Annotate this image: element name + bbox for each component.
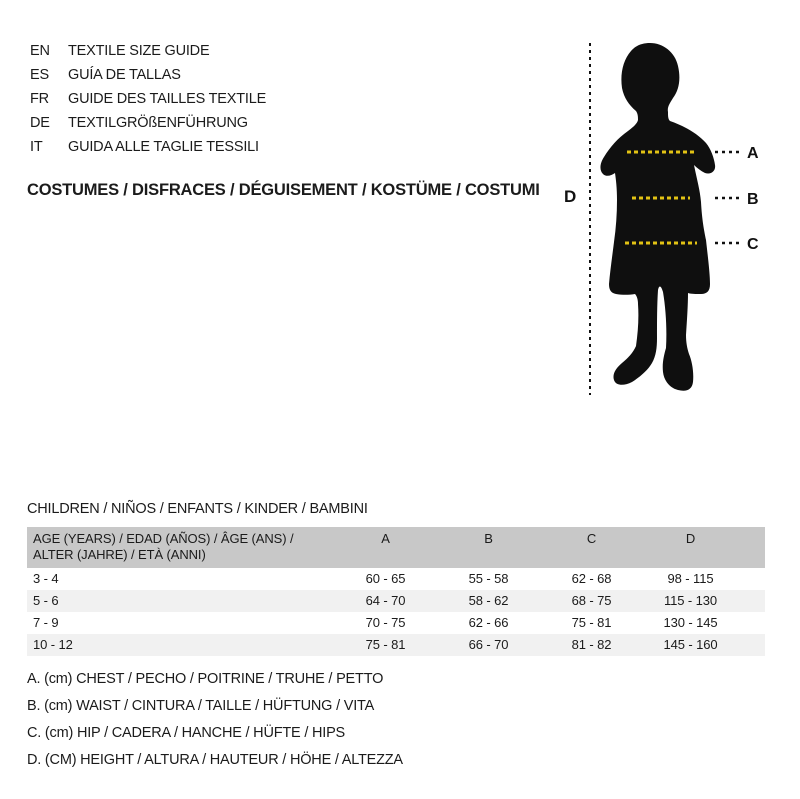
- measure-legend: [27, 666, 403, 774]
- table-row: [27, 612, 765, 634]
- chest-cell: 64 - 70: [365, 593, 406, 608]
- table-row: [27, 568, 765, 590]
- table-row: [27, 590, 765, 612]
- hip-cell: 81 - 82: [571, 637, 612, 652]
- height-cell: 98 - 115: [667, 571, 714, 586]
- waist-cell: 62 - 66: [468, 615, 509, 630]
- language-row: [30, 63, 266, 87]
- table-header-row: [27, 527, 765, 568]
- legend-item-hip: C. (cm) HIP / CADERA / HANCHE / HÜFTE / HIPS: [27, 725, 346, 741]
- size-table: [27, 527, 765, 656]
- column-header-b: B: [484, 531, 493, 546]
- label-c: C: [747, 236, 759, 253]
- language-title: TEXTILGRÖßENFÜHRUNG: [68, 115, 248, 131]
- language-title: GUÍA DE TALLAS: [68, 67, 181, 83]
- section-heading: CHILDREN / NIÑOS / ENFANTS / KINDER / BAMBINI: [27, 501, 368, 517]
- label-b: B: [747, 191, 759, 208]
- language-title-list: [30, 39, 266, 159]
- column-header-c: C: [586, 531, 597, 546]
- language-title: TEXTILE SIZE GUIDE: [68, 43, 210, 59]
- label-a: A: [747, 145, 759, 162]
- age-cell: 5 - 6: [33, 593, 59, 608]
- language-title: GUIDA ALLE TAGLIE TESSILI: [68, 139, 259, 155]
- language-code: EN: [30, 43, 50, 59]
- language-code: DE: [30, 115, 50, 131]
- language-code: ES: [30, 67, 49, 83]
- language-code: FR: [30, 91, 49, 107]
- waist-cell: 58 - 62: [468, 593, 509, 608]
- age-header-line2: ALTER (JAHRE) / ETÀ (ANNI): [33, 547, 206, 562]
- waist-cell: 55 - 58: [468, 571, 509, 586]
- age-cell: 7 - 9: [33, 615, 59, 630]
- chest-cell: 75 - 81: [365, 637, 406, 652]
- hip-cell: 62 - 68: [571, 571, 612, 586]
- category-heading: COSTUMES / DISFRACES / DÉGUISEMENT / KOSTÜME / COSTUMI: [27, 181, 540, 199]
- legend-item-height: D. (CM) HEIGHT / ALTURA / HAUTEUR / HÖHE / ALTEZZA: [27, 752, 403, 768]
- language-row: [30, 39, 266, 63]
- waist-cell: 66 - 70: [468, 637, 509, 652]
- language-code: IT: [30, 139, 43, 155]
- hip-cell: 68 - 75: [571, 593, 612, 608]
- column-header-a: A: [381, 531, 390, 546]
- table-body: [27, 568, 765, 656]
- chest-cell: 70 - 75: [365, 615, 406, 630]
- child-measurement-figure: [560, 30, 800, 402]
- legend-item-waist: B. (cm) WAIST / CINTURA / TAILLE / HÜFTUNG / VITA: [27, 698, 375, 714]
- label-d: D: [564, 187, 577, 206]
- age-header-line1: AGE (YEARS) / EDAD (AÑOS) / ÂGE (ANS) /: [33, 531, 294, 546]
- chest-cell: 60 - 65: [365, 571, 406, 586]
- table-row: [27, 634, 765, 656]
- child-silhouette: [600, 43, 715, 391]
- language-row: [30, 111, 266, 135]
- height-cell: 130 - 145: [663, 615, 718, 630]
- height-cell: 145 - 160: [663, 637, 718, 652]
- language-title: GUIDE DES TAILLES TEXTILE: [68, 91, 267, 107]
- column-header-d: D: [685, 531, 696, 546]
- age-column-header: [27, 531, 334, 563]
- language-row: [30, 135, 266, 159]
- height-cell: 115 - 130: [663, 593, 718, 608]
- age-cell: 10 - 12: [33, 637, 73, 652]
- hip-cell: 75 - 81: [571, 615, 612, 630]
- age-cell: 3 - 4: [33, 571, 59, 586]
- legend-item-chest: A. (cm) CHEST / PECHO / POITRINE / TRUHE / PETTO: [27, 671, 384, 687]
- language-row: [30, 87, 266, 111]
